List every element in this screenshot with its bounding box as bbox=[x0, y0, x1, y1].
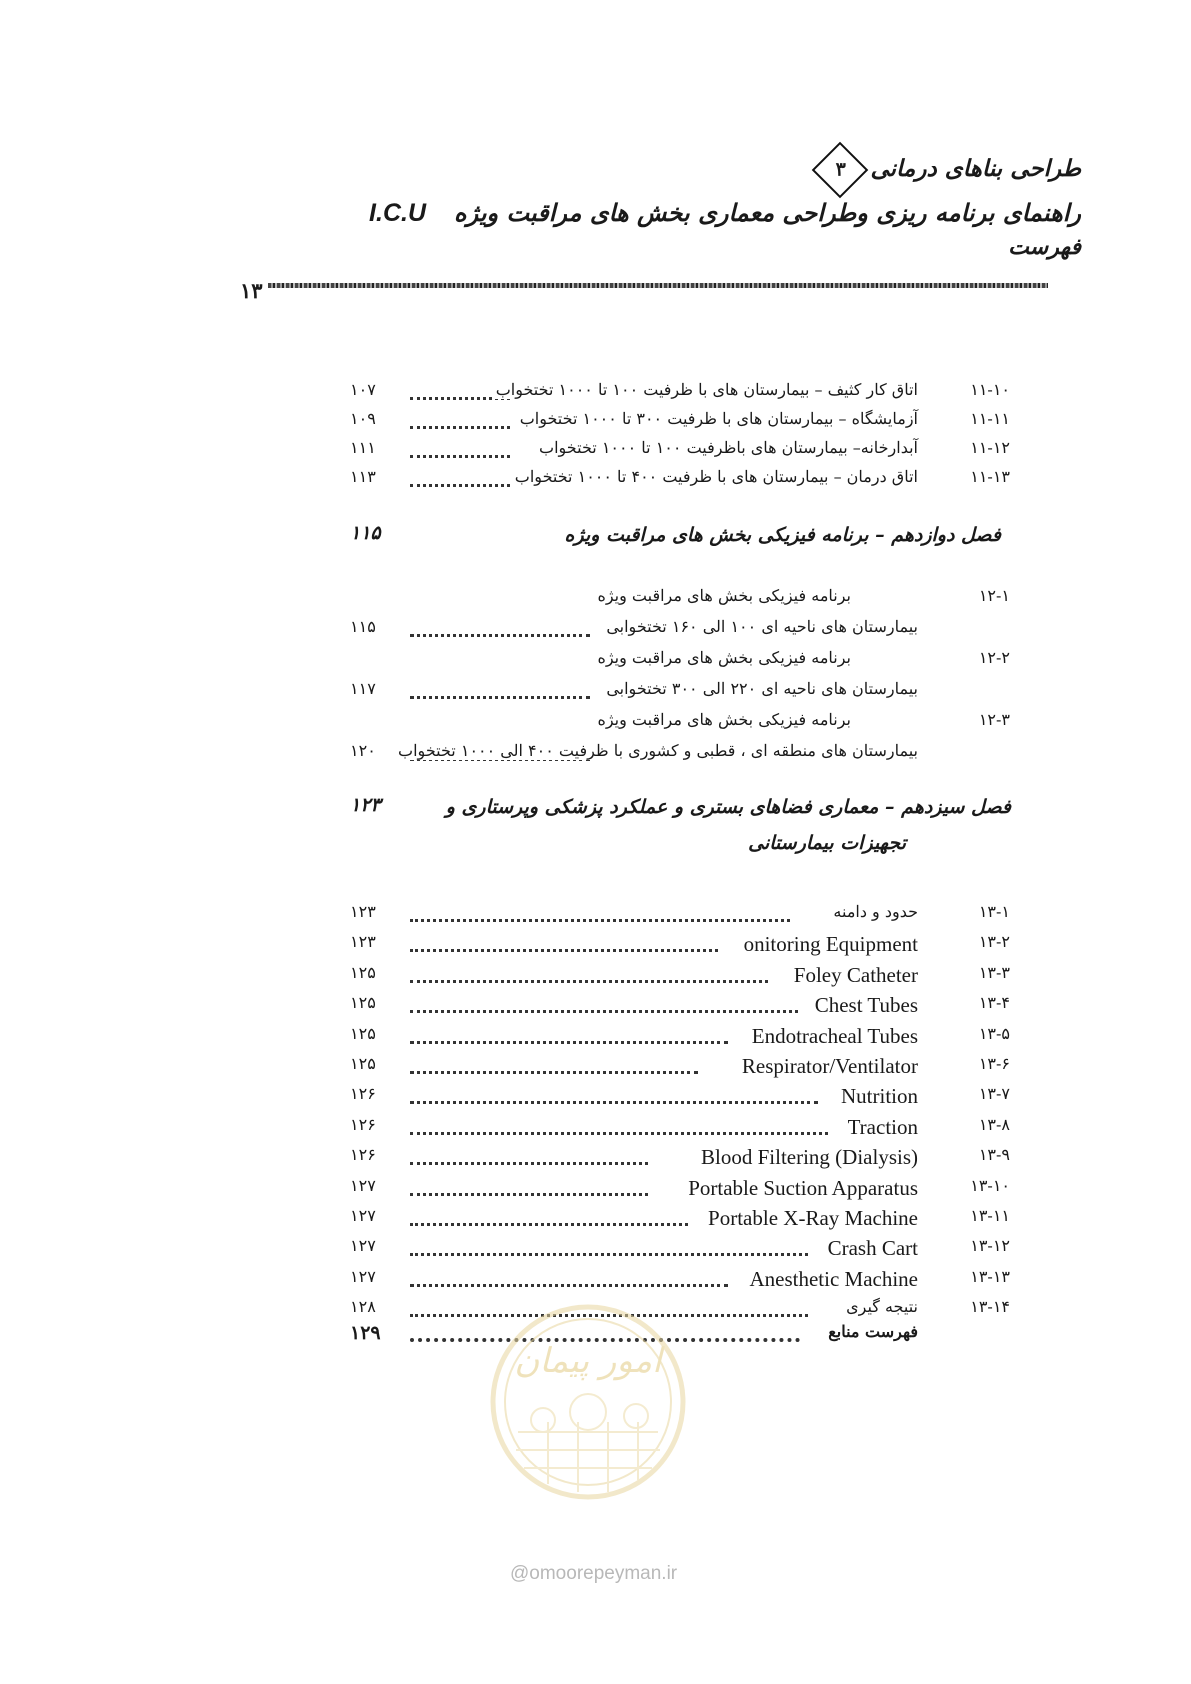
entry-title: Foley Catheter bbox=[790, 963, 918, 988]
leader-dots bbox=[410, 1010, 798, 1013]
toc-entry bbox=[350, 1145, 1010, 1171]
book-title-text: راهنمای برنامه ریزی وطراحی معماری بخش های مراقبت ویژه bbox=[454, 198, 1081, 227]
references-title: فهرست منابع bbox=[824, 1322, 918, 1341]
entry-title: Portable X-Ray Machine bbox=[704, 1206, 918, 1231]
toc-entry bbox=[350, 1176, 1010, 1202]
entry-title: بیمارستان های ناحیه ای ۲۲۰ الی ۳۰۰ تختخوابی bbox=[602, 679, 918, 698]
header-rule bbox=[268, 283, 1048, 288]
entry-page: ۱۲۷ bbox=[350, 1236, 376, 1256]
entry-number: ۱۱-۱۲ bbox=[970, 438, 1010, 457]
entry-number: ۱۳-۳ bbox=[978, 962, 1010, 982]
entry-title: Portable Suction Apparatus bbox=[684, 1176, 918, 1201]
entry-page: ۱۱۱ bbox=[350, 438, 376, 457]
entry-number: ۱۲-۱ bbox=[978, 586, 1010, 605]
entry-title: Respirator/Ventilator bbox=[738, 1054, 918, 1079]
entry-title: onitoring Equipment bbox=[740, 932, 918, 957]
entry-number: ۱۳-۱۰ bbox=[970, 1175, 1010, 1195]
entry-page: ۱۲۸ bbox=[350, 1297, 376, 1317]
entry-number: ۱۳-۱۳ bbox=[970, 1266, 1010, 1286]
entry-title: اتاق درمان – بیمارستان های با ظرفیت ۴۰۰ تا ۱۰۰۰ تختخواب bbox=[511, 467, 918, 486]
entry-title: آبدارخانه– بیمارستان های باظرفیت ۱۰۰ تا ۱۰۰۰ تختخواب bbox=[535, 438, 918, 457]
entry-page: ۱۲۶ bbox=[350, 1145, 376, 1165]
toc-entry bbox=[350, 617, 1010, 643]
chapter13-title-line2: تجهیزات بیمارستانی bbox=[748, 832, 906, 854]
entry-title: اتاق کار کثیف – بیمارستان های با ظرفیت ۱۰۰ تا ۱۰۰۰ تختخواب bbox=[492, 380, 918, 399]
toc-entry bbox=[350, 1024, 1010, 1050]
chapter12-title: فصل دوازدهم – برنامه فیزیکی بخش های مراقبت ویژه bbox=[564, 524, 1001, 546]
entry-page: ۱۲۵ bbox=[350, 1054, 376, 1073]
entry-title: آزمایشگاه – بیمارستان های با ظرفیت ۳۰۰ تا ۱۰۰۰ تختخواب bbox=[516, 409, 918, 428]
entry-title: برنامه فیزیکی بخش های مراقبت ویژه bbox=[597, 710, 851, 729]
entry-title: Nutrition bbox=[837, 1084, 918, 1109]
entry-number: ۱۳-۱۱ bbox=[970, 1206, 1010, 1225]
series-title bbox=[810, 150, 1081, 190]
leader-dots bbox=[410, 1223, 688, 1226]
leader-dots bbox=[410, 1284, 728, 1287]
book-title-en: I.C.U bbox=[369, 199, 426, 227]
entry-number: ۱۳-۵ bbox=[978, 1023, 1010, 1043]
entry-title: بیمارستان های منطقه ای ، قطبی و کشوری با ظرفیت ۴۰۰ الی ۱۰۰۰ تختخواب bbox=[394, 741, 918, 760]
entry-number: ۱۲-۳ bbox=[978, 710, 1010, 729]
entry-number: ۱۱-۱۳ bbox=[970, 467, 1010, 486]
entry-title: برنامه فیزیکی بخش های مراقبت ویژه bbox=[597, 648, 851, 667]
leader-dots bbox=[410, 634, 590, 637]
leader-dots bbox=[410, 919, 790, 922]
entry-number: ۱۳-۲ bbox=[978, 932, 1010, 952]
leader-dots bbox=[410, 455, 510, 458]
entry-title: حدود و دامنه bbox=[829, 902, 918, 921]
toc-entry bbox=[350, 902, 1010, 928]
toc-entry bbox=[350, 932, 1010, 958]
entry-number: ۱۱-۱۰ bbox=[970, 380, 1010, 399]
leader-dots bbox=[410, 1101, 818, 1104]
leader-dots bbox=[410, 696, 590, 699]
toc-entry bbox=[350, 409, 1010, 435]
toc-entry bbox=[350, 380, 1010, 406]
leader-dots bbox=[410, 426, 510, 429]
page-number: ۱۳ bbox=[240, 278, 263, 303]
series-title-text: طراحی بناهای درمانی bbox=[870, 155, 1081, 182]
toc-entry bbox=[350, 963, 1010, 989]
entry-number: ۱۳-۹ bbox=[978, 1145, 1010, 1165]
entry-page: ۱۰۷ bbox=[350, 380, 376, 399]
leader-dots bbox=[410, 1132, 828, 1135]
leader-dots bbox=[410, 1041, 728, 1044]
entry-page: ۱۲۶ bbox=[350, 1084, 376, 1104]
entry-page: ۱۲۵ bbox=[350, 993, 376, 1013]
series-number-badge: ۳ bbox=[812, 142, 869, 199]
book-title bbox=[369, 198, 1081, 228]
entry-number: ۱۳-۷ bbox=[978, 1084, 1010, 1104]
leader-dots bbox=[410, 1193, 648, 1196]
entry-number: ۱۳-۱۲ bbox=[970, 1236, 1010, 1256]
svg-text:امور پیمان: امور پیمان bbox=[514, 1341, 662, 1381]
toc-entry bbox=[350, 1236, 1010, 1262]
entry-title: نتیجه گیری bbox=[842, 1297, 918, 1316]
toc-entry bbox=[350, 741, 1010, 767]
entry-page: ۱۲۳ bbox=[350, 932, 376, 952]
entry-number: ۱۳-۴ bbox=[978, 993, 1010, 1013]
toc-entry bbox=[350, 679, 1010, 705]
leader-dots bbox=[410, 1253, 808, 1256]
entry-page: ۱۲۷ bbox=[350, 1206, 376, 1225]
entry-title: Traction bbox=[844, 1115, 918, 1140]
watermark-logo bbox=[488, 1302, 688, 1502]
entry-number: ۱۲-۲ bbox=[978, 648, 1010, 667]
section-title: فهرست bbox=[1008, 234, 1081, 260]
entry-page: ۱۲۶ bbox=[350, 1114, 376, 1134]
entry-number: ۱۳-۶ bbox=[978, 1054, 1010, 1073]
entry-page: ۱۲۷ bbox=[350, 1266, 376, 1286]
chapter13-page: ۱۲۳ bbox=[350, 794, 381, 816]
references-page: ۱۲۹ bbox=[350, 1322, 381, 1344]
entry-page: ۱۱۳ bbox=[350, 467, 376, 486]
leader-dots bbox=[410, 1162, 648, 1165]
entry-page: ۱۲۰ bbox=[350, 741, 376, 760]
toc-entry bbox=[350, 438, 1010, 464]
entry-page: ۱۲۷ bbox=[350, 1175, 376, 1195]
watermark-site: @omoorepeyman.ir bbox=[510, 1563, 678, 1584]
leader-dots bbox=[410, 484, 510, 487]
entry-number: ۱۳-۱۴ bbox=[970, 1297, 1010, 1317]
entry-page: ۱۱۵ bbox=[350, 617, 376, 636]
toc-entry bbox=[350, 993, 1010, 1019]
entry-page: ۱۲۳ bbox=[350, 902, 376, 921]
leader-dots bbox=[410, 949, 718, 952]
chapter12-page: ۱۱۵ bbox=[350, 522, 381, 544]
entry-title: Chest Tubes bbox=[811, 993, 918, 1018]
toc-entry bbox=[350, 1054, 1010, 1080]
entry-title: Crash Cart bbox=[824, 1236, 918, 1261]
entry-number: ۱۱-۱۱ bbox=[970, 409, 1010, 428]
entry-title: بیمارستان های ناحیه ای ۱۰۰ الی ۱۶۰ تختخوابی bbox=[602, 617, 918, 636]
toc-entry bbox=[350, 1115, 1010, 1141]
leader-dots bbox=[410, 980, 768, 983]
entry-title: Anesthetic Machine bbox=[745, 1267, 918, 1292]
entry-page: ۱۲۵ bbox=[350, 962, 376, 982]
entry-number: ۱۳-۱ bbox=[978, 902, 1010, 921]
toc-entry bbox=[350, 467, 1010, 493]
entry-title: Endotracheal Tubes bbox=[748, 1024, 918, 1049]
entry-page: ۱۱۷ bbox=[350, 679, 376, 698]
toc-entry bbox=[350, 1084, 1010, 1110]
entry-title: Blood Filtering (Dialysis) bbox=[697, 1145, 918, 1170]
entry-number: ۱۳-۸ bbox=[978, 1114, 1010, 1134]
entry-page: ۱۰۹ bbox=[350, 409, 376, 428]
leader-dots bbox=[410, 1071, 698, 1074]
entry-title: برنامه فیزیکی بخش های مراقبت ویژه bbox=[597, 586, 851, 605]
entry-page: ۱۲۵ bbox=[350, 1023, 376, 1043]
toc-entry bbox=[350, 1206, 1010, 1232]
toc-entry bbox=[350, 1267, 1010, 1293]
chapter13-title-line1: فصل سیزدهم – معماری فضاهای بستری و عملکرد پزشکی وپرستاری و bbox=[445, 796, 1011, 818]
